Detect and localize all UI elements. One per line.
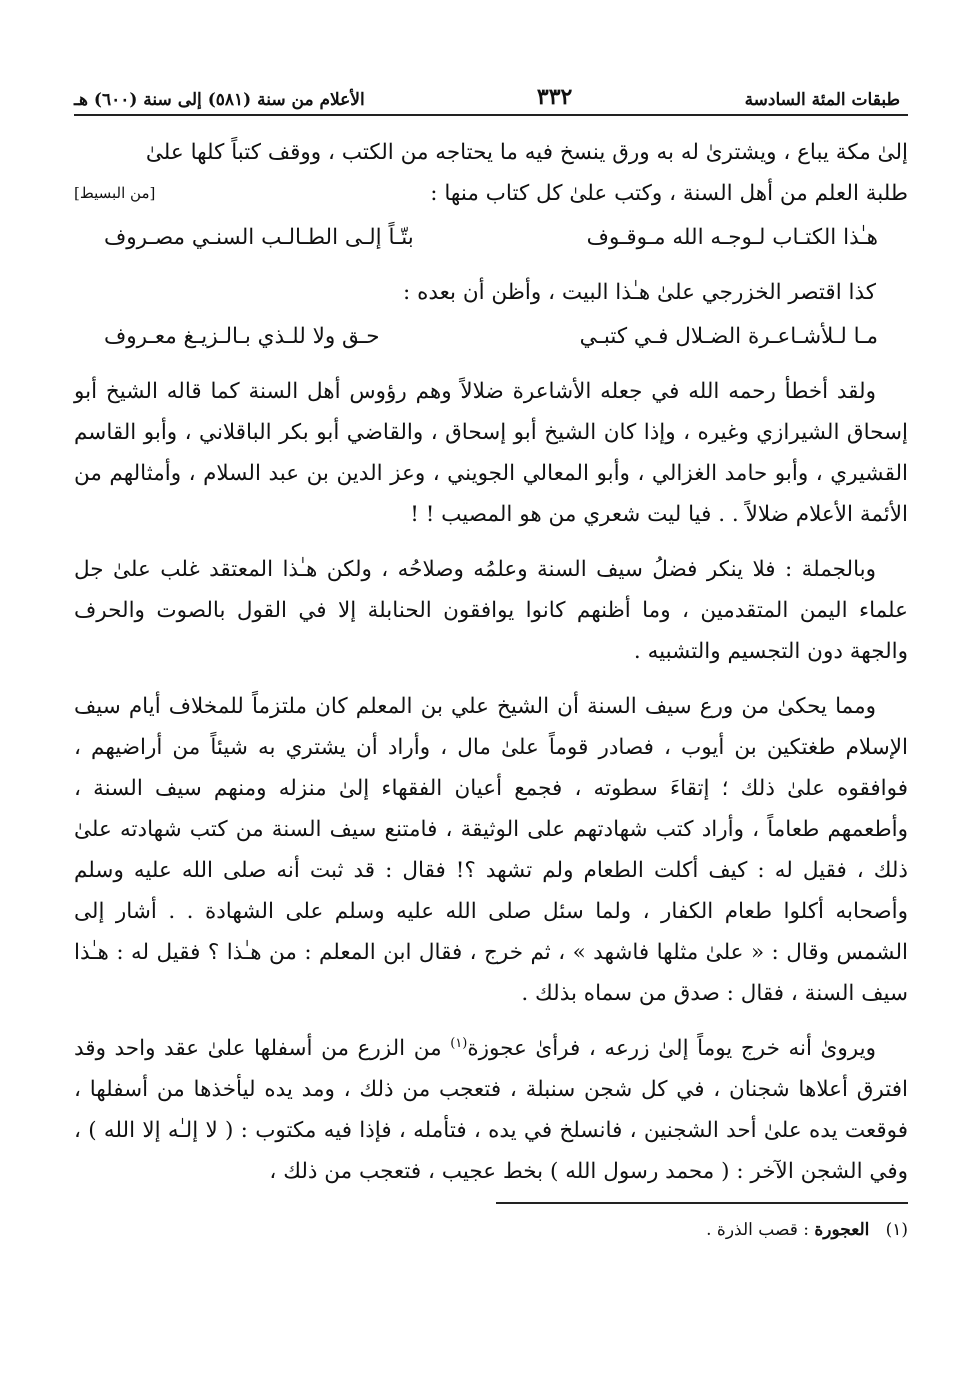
verse-1-first-hemistich: هـٰذا الكتـاب لـوجـه الله مـوقـوف — [586, 225, 878, 250]
para6-text-end: من الزرع من أسفلها علىٰ عقد واحد وقد افترق أعلاها شجنان ، في كل شجن سنبلة ، فتعجب من ذلك ، ومد يده ليأخذها من أسفلها ، فوقعت يده علىٰ أحد الشجنين ، فانسلخ في يده ، فتأمله ، فإذا فيه مكتوب : ( لا إلـٰه إلا الله ) ، وفي الشجن الآخر : ( محمد رسول الله ) بخط عجيب ، فتعجب من ذلك ، — [74, 1036, 908, 1184]
verse-2 — [74, 315, 908, 359]
header-section-title: طبقات المئة السادسة — [744, 90, 900, 110]
verse-1-second-hemistich: بتّـاً إلـى الطـالـب السنـي مصـروف — [104, 225, 414, 250]
footnote — [74, 1216, 908, 1244]
header-period-title: الأعلام من سنة (٥٨١) إلى سنة (٦٠٠) هـ — [74, 90, 365, 110]
footnote-separator — [496, 1202, 908, 1204]
verse-2-second-hemistich: حـق ولا للـذي بـالـزيـغ معـروف — [104, 324, 380, 349]
footnote-marker: (١) — [885, 1220, 908, 1240]
para1-line1: إلىٰ مكة يباع ، ويشترىٰ له به ورق ينسخ فيه ما يحتاجه من الكتب ، ووقف كتباً كلها علىٰ — [145, 140, 908, 165]
paragraph: ومما يحكىٰ من ورع سيف السنة أن الشيخ علي بن المعلم كان ملتزماً للمخلاف أيام سيف الإسلام طغتكين بن أيوب ، فصادر قوماً علىٰ مال ، وأراد أن يشتري به شيئاً من أراضيهم ، فوافقوه علىٰ ذلك ؛ إتقاءَ سطوته ، فجمع أعيان الفقهاء إلىٰ منزله ومنهم سيف السنة ، وأطعمهم طعاماً ، وأراد كتب شهادتهم على الوثيقة ، فامتنع سيف السنة من كتب شهادته علىٰ ذلك ، فقيل له : كيف أكلت الطعام ولم تشهد ؟! فقال : قد ثبت أنه صلى الله عليه وسلم وأصحابه أكلوا طعام الكفار ، ولما سئل صلى الله عليه وسلم على الشهادة . . أشار إلى الشمس وقال : « علىٰ مثلها فاشهد » ، ثم خرج ، فقال ابن المعلم : من هـٰذا ؟ فقيل له : هـٰذا سيف السنة ، فقال : صدق من سماه بذلك . — [74, 694, 908, 1006]
page-number: ٣٣٢ — [536, 84, 573, 110]
running-header — [74, 84, 908, 116]
footnote-term: العجورة — [814, 1220, 870, 1240]
para1-line2: طلبة العلم من أهل السنة ، وكتب علىٰ كل كتاب منها : — [430, 181, 908, 206]
paragraph — [74, 132, 908, 214]
verse-2-first-hemistich: مـا لـلأشـاعـرة الضـلال فـي كتبـي — [579, 324, 878, 349]
page — [74, 84, 908, 1364]
paragraph: وبالجملة : فلا ينكر فضلُ سيف السنة وعلمُه وصلاحُه ، ولكن هـٰذا المعتقد غلب علىٰ جل علماء اليمن المتقدمين ، وما أظنهم كانوا يوافقون الحنابلة إلا في القول بالصوت والحرف والجهة دون التجسيم والتشبيه . — [74, 557, 908, 664]
paragraph: كذا اقتصر الخزرجي علىٰ هـٰذا البيت ، وأظن أن بعده : — [403, 280, 876, 305]
verse-1 — [74, 216, 908, 260]
paragraph — [74, 1028, 908, 1192]
footnote-text: : قصب الذرة . — [706, 1220, 809, 1240]
paragraph: ولقد أخطأ رحمه الله في جعله الأشاعرة ضلالاً وهم رؤوس أهل السنة كما قاله الشيخ أبو إسحاق الشيرازي وغيره ، وإذا كان الشيخ أبو إسحاق ، والقاضي أبو بكر الباقلاني ، وأبو القاسم القشيري ، وأبو حامد الغزالي ، وأبو المعالي الجويني ، وعز الدين بن عبد السلام ، وأمثالهم من الأئمة الأعلام ضلالاً . . فيا ليت شعري من هو المصيب ! ! — [74, 379, 908, 527]
meter-note: [من البسيط] — [74, 184, 156, 202]
para6-text-start: ويروىٰ أنه خرج يوماً إلىٰ زرعه ، فرأىٰ عجوزة — [467, 1036, 876, 1061]
main-text — [74, 132, 908, 1192]
footnote-reference[interactable]: (١) — [450, 1035, 468, 1051]
